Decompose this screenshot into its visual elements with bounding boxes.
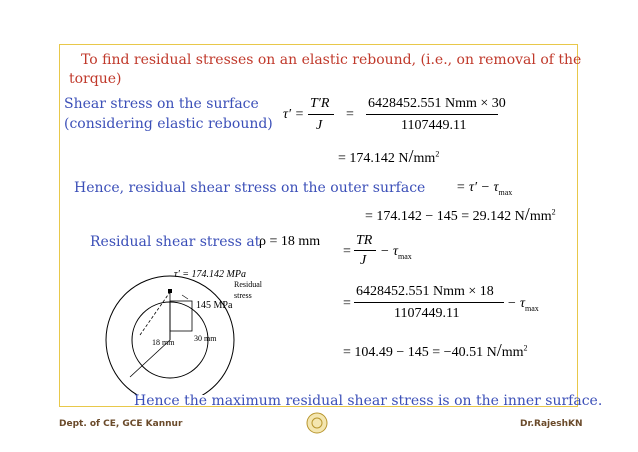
residual-stress-block [170,301,192,331]
residual-calc-den: 1107449.11 [394,306,460,321]
residual-outer-expr: = $\tau' - \tau_{max}$ [456,180,513,197]
cross-section-diagram [70,265,330,395]
residual-at-num: TR [356,233,373,248]
footer-left: Dept. of CE, GCE Kannur [59,419,183,429]
residual-calc-num: 6428452.551 Nmm × 18 [356,284,494,299]
diagram-residual-label-1: Residual [234,280,262,289]
residual-pointer [182,295,188,299]
diagram-residual-label-2: stress [234,291,252,300]
surface-label-1: Shear stress on the surface [64,96,259,112]
surface-eq-sign: = [346,107,354,122]
residual-at-label: Residual shear stress at [90,234,261,250]
residual-outer-text: Hence, residual shear stress on the outer surface [74,180,426,196]
elastic-stress-line [140,292,170,335]
intro-line-1: To find residual stresses on an elastic rebound, (i.e., on removal of the [81,52,582,68]
diagram-tau-label: τ′ = 174.142 MPa [174,269,246,280]
surface-den: 1107449.11 [401,118,467,133]
surface-frac-den: J [316,118,323,133]
footer-right: Dr.RajeshKN [520,419,583,429]
residual-at-frac-line [354,250,376,251]
surface-label-2: (considering elastic rebound) [64,116,273,132]
intro-line-2: torque) [69,71,122,87]
conclusion: Hence the maximum residual shear stress is on the inner surface. [134,393,603,409]
surface-lhs: τ′ = [283,107,305,122]
surface-frac-line-2 [366,114,498,115]
residual-at-eq: = [343,244,351,259]
residual-calc-minus: − $\tau_{max}$ [507,296,539,313]
residual-calc-frac-line [354,302,504,303]
diagram-outer-label: 30 mm [194,334,217,343]
surface-frac-num: T′R [310,96,330,111]
residual-outer-result: = 174.142 − 145 = 29.142 $N/mm^2$ [365,204,556,224]
stress-marker [168,289,172,293]
college-logo-icon [306,412,328,434]
diagram-inner-label: 18 mm [152,338,175,347]
surface-frac-line-1 [308,114,334,115]
residual-at-result: = 104.49 − 145 = −40.51 $N/mm^2$ [343,340,528,360]
residual-calc-eq: = [343,296,351,311]
diagram-stress-label: 145 MPa [196,300,233,311]
surface-num: 6428452.551 Nmm × 30 [368,96,506,111]
surface-result: = 174.142 $N/mm^2$ [338,146,440,166]
residual-at-den: J [360,253,367,268]
rho-value: ρ = 18 mm [259,234,321,249]
residual-at-minus: − $\tau_{max}$ [380,244,412,261]
